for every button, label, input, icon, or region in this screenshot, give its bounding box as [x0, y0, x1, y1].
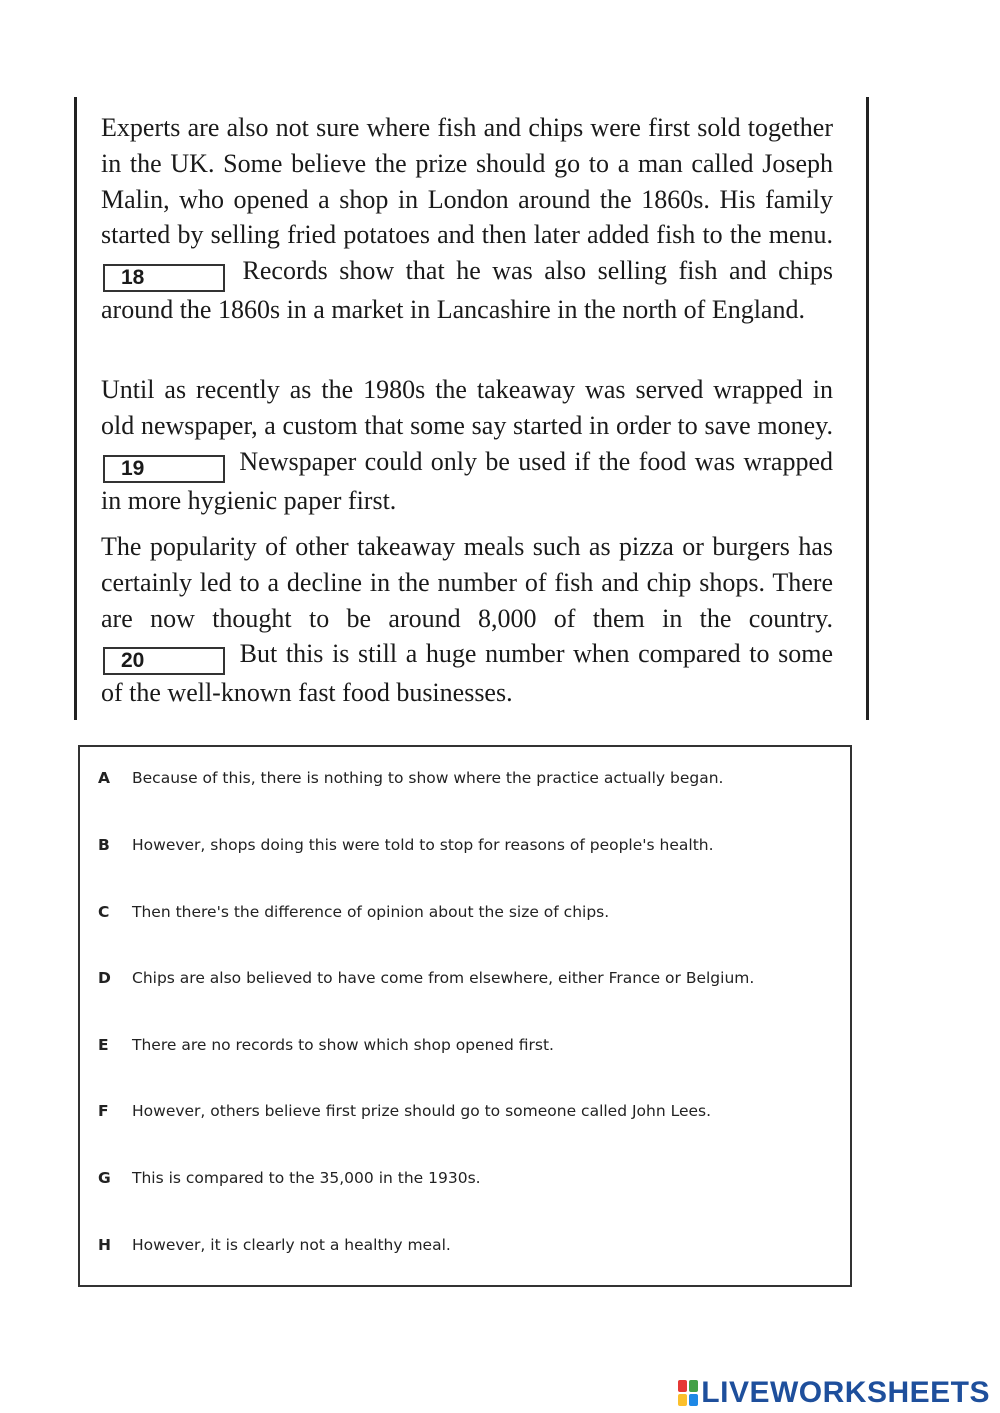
option-b — [98, 836, 714, 854]
passage-paragraph-1 — [101, 110, 833, 328]
options-box — [78, 745, 852, 1287]
option-e — [98, 1036, 554, 1054]
para3-text-before: The popularity of other takeaway meals such as pizza or burgers has certainly led to a decline in the number of fish and chip shops. There are now thought to be around 8,000 of them in the country. — [101, 532, 833, 633]
passage-paragraph-2 — [101, 372, 833, 518]
brand-logo-icon — [678, 1380, 698, 1406]
logo-square-yellow — [678, 1394, 687, 1406]
option-c — [98, 903, 609, 921]
option-text: However, others believe first prize should go to someone called John Lees. — [132, 1102, 712, 1120]
option-text: Because of this, there is nothing to show where the practice actually began. — [132, 769, 724, 787]
para2-text-before: Until as recently as the 1980s the takeaway was served wrapped in old newspaper, a custom that some say started in order to save money. — [101, 375, 833, 440]
answer-gap-18[interactable] — [103, 264, 225, 292]
para3-text-after: But this is still a huge number when compared to some of the well-known fast food businesses. — [101, 639, 834, 708]
logo-square-blue — [689, 1394, 698, 1406]
gap-number: 20 — [121, 649, 145, 673]
option-letter: E — [98, 1036, 109, 1054]
option-letter: A — [98, 769, 110, 787]
option-text: There are no records to show which shop opened first. — [132, 1036, 554, 1054]
option-letter: F — [98, 1102, 109, 1120]
logo-square-red — [678, 1380, 687, 1392]
option-text: Then there's the difference of opinion about the size of chips. — [132, 903, 610, 921]
option-text: However, it is clearly not a healthy meal. — [132, 1236, 451, 1254]
gap-number: 19 — [121, 456, 145, 480]
option-a — [98, 769, 723, 787]
option-letter: G — [98, 1169, 111, 1187]
option-letter: B — [98, 836, 110, 854]
option-text: However, shops doing this were told to stop for reasons of people's health. — [132, 836, 714, 854]
option-text: Chips are also believed to have come from elsewhere, either France or Belgium. — [132, 969, 755, 987]
answer-gap-19[interactable] — [103, 455, 225, 483]
option-d — [98, 969, 754, 987]
option-letter: D — [98, 969, 111, 987]
brand-name: LIVEWORKSHEETS — [701, 1376, 990, 1409]
para2-text-after: Newspaper could only be used if the food was wrapped in more hygienic paper first. — [101, 446, 834, 515]
option-g — [98, 1169, 481, 1187]
para1-text-after: Records show that he was also selling fish and chips around the 1860s in a market in Lancashire in the north of England. — [101, 256, 833, 325]
liveworksheets-logo — [678, 1378, 990, 1408]
answer-gap-20[interactable] — [103, 647, 225, 675]
logo-square-green — [689, 1380, 698, 1392]
option-text: This is compared to the 35,000 in the 1930s. — [132, 1169, 481, 1187]
gap-number: 18 — [121, 266, 145, 290]
option-h — [98, 1236, 451, 1254]
passage-left-border — [74, 97, 77, 720]
option-letter: H — [98, 1236, 111, 1254]
para1-text-before: Experts are also not sure where fish and chips were first sold together in the UK. Some believe the prize should go to a man called Joseph Malin, who opened a shop in London around the 1860s. His family started by selling fried potatoes and then later added fish to the menu. — [101, 113, 833, 250]
option-f — [98, 1102, 711, 1120]
option-letter: C — [98, 903, 110, 921]
passage-paragraph-3 — [101, 529, 833, 711]
passage-right-border — [866, 97, 869, 720]
